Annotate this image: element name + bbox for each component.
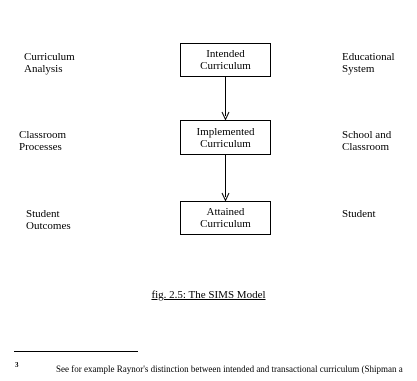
educational-system-label: Educational System	[342, 51, 395, 75]
school-and-classroom-label: School and Classroom	[342, 129, 392, 153]
footnote-rule	[14, 351, 138, 352]
attained-curriculum-box: Attained Curriculum	[180, 201, 271, 235]
curriculum-analysis-label: Curriculum Analysis	[24, 51, 75, 75]
arrowhead-2	[222, 193, 229, 201]
figure-caption	[0, 289, 417, 301]
footnote-marker: 3	[15, 361, 19, 369]
implemented-curriculum-box: Implemented Curriculum	[180, 120, 271, 155]
student-label: Student	[342, 208, 376, 220]
figure-caption-text: fig. 2.5: The SIMS Model	[151, 289, 266, 301]
arrowhead-1	[222, 112, 229, 120]
student-outcomes-label: Student Outcomes	[26, 208, 71, 232]
classroom-processes-label: Classroom Processes	[19, 129, 67, 153]
footnote-text: See for example Raynor's distinction between intended and transactional curriculum (Shipman a	[56, 364, 403, 374]
intended-curriculum-box: Intended Curriculum	[180, 43, 271, 77]
